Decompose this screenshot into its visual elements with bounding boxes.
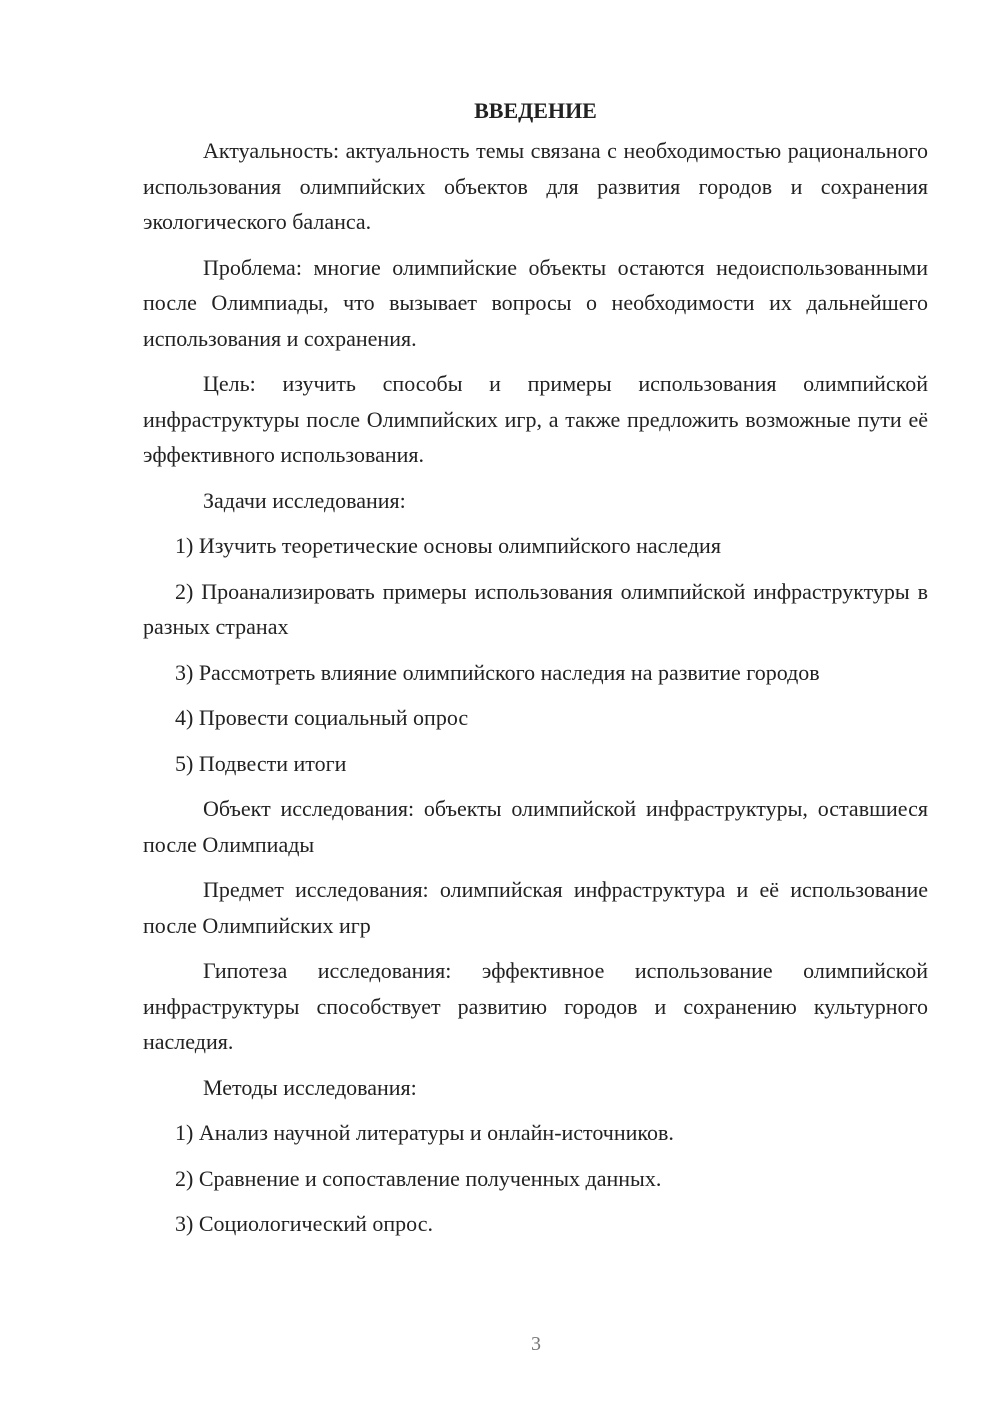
task-item: 3) Рассмотреть влияние олимпийского наследия на развитие городов <box>175 659 820 685</box>
hypothesis-paragraph: Гипотеза исследования: эффективное использование олимпийской инфраструктуры способствует развитию городов и сохранению культурного наследия. <box>143 958 928 1054</box>
tasks-title: Задачи исследования: <box>203 487 406 513</box>
problem-paragraph: Проблема: многие олимпийские объекты остаются недоиспользованными после Олимпиады, что вызывает вопросы о необходимости их дальнейшего использования и сохранения. <box>143 254 928 351</box>
method-item: 3) Социологический опрос. <box>175 1211 433 1236</box>
method-item: 2) Сравнение и сопоставление полученных данных. <box>175 1165 662 1191</box>
method-item: 1) Анализ научной литературы и онлайн-источников. <box>175 1120 674 1145</box>
task-item: 4) Провести социальный опрос <box>175 705 469 730</box>
page-content <box>143 94 928 1252</box>
methods-title: Методы исследования: <box>203 1074 417 1100</box>
page-heading: ВВЕДЕНИЕ <box>474 98 597 123</box>
goal-paragraph: Цель: изучить способы и примеры использования олимпийской инфраструктуры после Олимпийских игр, а также предложить возможные пути её эффективного использования. <box>143 371 928 467</box>
task-item: 2) Проанализировать примеры использования олимпийской инфраструктуры в разных странах <box>143 578 928 639</box>
object-paragraph: Объект исследования: объекты олимпийской инфраструктуры, оставшиеся после Олимпиады <box>143 796 928 857</box>
task-item: 5) Подвести итоги <box>175 750 347 776</box>
relevance-paragraph: Актуальность: актуальность темы связана с необходимостью рационального использования олимпийских объектов для развития городов и сохранения экологического баланса. <box>143 138 928 234</box>
task-item: 1) Изучить теоретические основы олимпийского наследия <box>175 533 721 558</box>
page-number: 3 <box>531 1333 541 1355</box>
subject-paragraph: Предмет исследования: олимпийская инфраструктура и её использование после Олимпийских игр <box>143 877 928 938</box>
